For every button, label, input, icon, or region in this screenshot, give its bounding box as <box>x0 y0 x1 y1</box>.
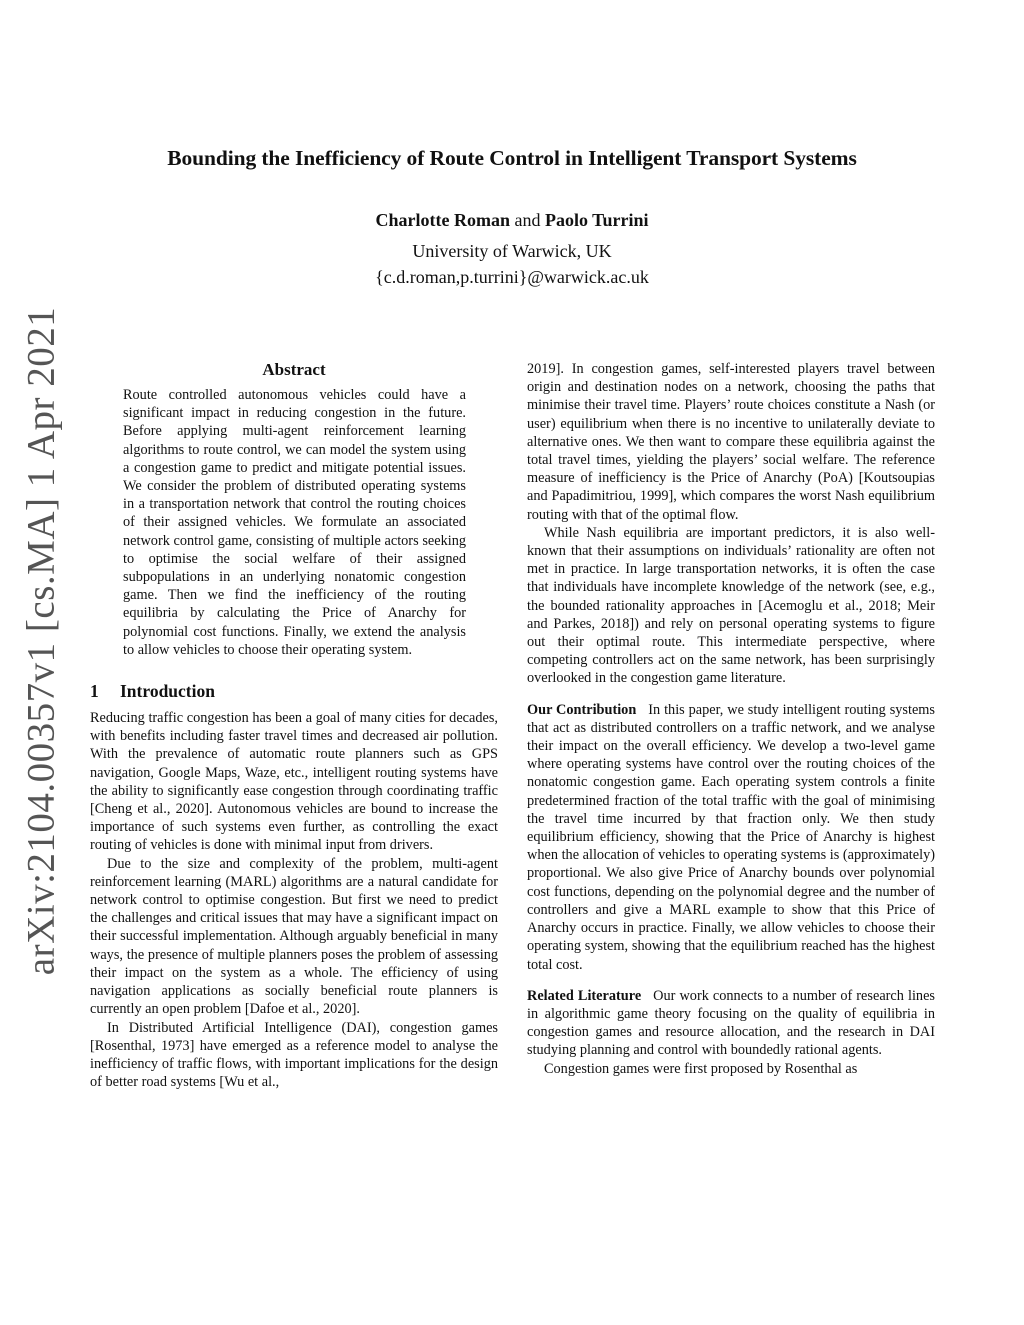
contribution-heading: Our Contribution <box>527 701 637 718</box>
contribution-paragraph <box>527 701 935 974</box>
intro-paragraph-5: While Nash equilibria are important predictors, it is also well-known that their assumptions on individuals’ rationality are often not met in practice. In large transportation networks, it is often the case that individuals have incomplete knowledge of the network (see, e.g., the bounded rationality approaches in [Acemoglu et al., 2018; Meir and Parkes, 2018]) and rely on personal operating systems to figure out their optimal route. This intermediate perspective, where competing controllers act on the same network, has been surprisingly overlooked in the congestion game literature. <box>527 524 935 687</box>
intro-paragraph-4: 2019]. In congestion games, self-interested players travel between origin and destination nodes on a network, choosing the paths that minimise their travel time. Players’ route choices constitute a Nash (or user) equilibrium when there is no incentive to unilaterally deviate to alternative ones. We then want to compare these equilibria against the total travel times, yielding the players’ social welfare. The reference measure of inefficiency is the Price of Anarchy (PoA) [Koutsoupias and Papadimitriou, 1999], which compares the worst Nash equilibrium routing with that of the optimal flow. <box>527 361 935 523</box>
author-email: {c.d.roman,p.turrini}@warwick.ac.uk <box>375 267 649 287</box>
intro-paragraph-2: Due to the size and complexity of the problem, multi-agent reinforcement learning (MARL) algorithms are a natural candidate for network control to optimise congestion. But first we need to predict the challenges and critical issues that may have a significant impact on their successful implementation. Although arguably beneficial in many ways, the presence of multiple planners poses the problem of assessing their impact on the system as a whole. The efficiency of using navigation applications as socially beneficial route planners is currently an open problem [Dafoe et al., 2020]. <box>90 855 498 1018</box>
intro-paragraph-3: In Distributed Artificial Intelligence (DAI), congestion games [Rosenthal, 1973] have emerged as a reference model to analyse the inefficiency of traffic flows, with important implications for the design of better road systems [Wu et al., <box>90 1019 498 1091</box>
author-line <box>0 210 1024 231</box>
abstract-heading: Abstract <box>262 360 326 379</box>
author-1: Charlotte Roman <box>375 210 510 230</box>
author-2: Paolo Turrini <box>544 210 649 230</box>
affiliation: University of Warwick, UK <box>412 241 612 261</box>
arxiv-id: arXiv:2104.00357v1 [cs.MA] 1 Apr 2021 <box>19 306 63 976</box>
section-title: Introduction <box>120 681 215 702</box>
section-heading-introduction <box>90 681 498 702</box>
related-literature-text: Our work connects to a number of research lines in algorithmic game theory focusing on the quality of equilibria in congestion games and resource allocation, and the research in DAI studying planning and control with boundedly rational agents. <box>527 987 935 1059</box>
related-literature-paragraph <box>527 987 935 1060</box>
contribution-text: In this paper, we study intelligent routing systems that act as distributed controllers on a traffic network, and we analyse their impact on the overall efficiency. We develop a two-level game where operating systems have control over the routing choices of the nonatomic congestion game. Each operating system controls a finite predetermined fraction of the total traffic with the goal of minimising the travel time incurred by that fraction only. We then study equilibrium efficiency, showing that the Price of Anarchy is highest when the allocation of vehicles to operating systems is (approximately) proportional. We also give Price of Anarchy bounds over polynomial cost functions, depending on the polynomial degree and the number of controllers and give a MARL example to show that this Price of Anarchy occurs in practice. Finally, we allow vehicles to choose their operating system, showing that the equilibrium reached has the highest total cost. <box>527 701 935 973</box>
right-column <box>527 360 935 1078</box>
left-column <box>90 360 498 1091</box>
related-literature-heading: Related Literature <box>527 987 642 1004</box>
intro-paragraph-1: Reducing traffic congestion has been a goal of many cities for decades, with benefits including faster travel times and decreased air pollution. With the prevalence of automatic route planners such as GPS navigation, Google Maps, Waze, etc., intelligent routing systems have the ability to significantly ease congestion through coordinating traffic [Cheng et al., 2020]. Autonomous vehicles are bound to increase the importance of such systems even further, as controlling the exact routing of vehicles is done with minimal input from drivers. <box>90 710 498 854</box>
author-conjunction: and <box>514 210 541 230</box>
section-number: 1 <box>90 681 99 702</box>
related-paragraph-2: Congestion games were first proposed by Rosenthal as <box>544 1060 858 1077</box>
paper-title: Bounding the Inefficiency of Route Control in Intelligent Transport Systems <box>167 146 857 170</box>
abstract-text: Route controlled autonomous vehicles could have a significant impact in reducing congestion in the future. Before applying multi-agent reinforcement learning algorithms to route control, we can model the system using a congestion game to predict and mitigate potential issues. We consider the problem of distributed operating systems in a transportation network that control the routing choices of their assigned vehicles. We formulate an associated network control game, consisting of multiple actors seeking to optimise the social welfare of their assigned subpopulations in an underlying nonatomic congestion game. Then we find the inefficiency of the routing equilibria by calculating the Price of Anarchy for polynomial cost functions. Finally, we extend the analysis to allow vehicles to choose their operating system. <box>123 387 466 658</box>
